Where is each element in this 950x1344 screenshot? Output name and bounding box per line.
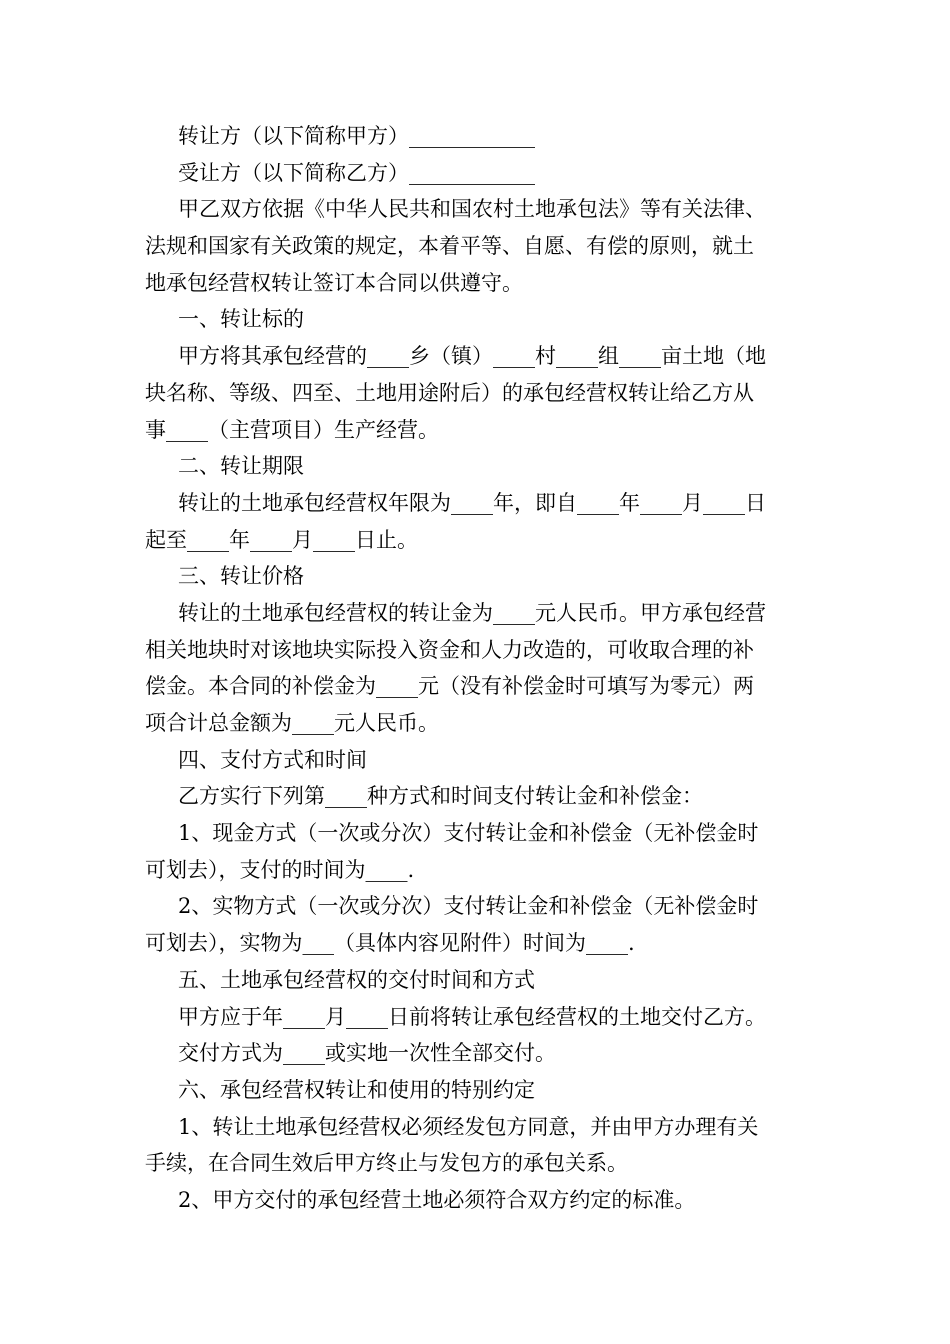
- text-line: 甲方应于年____月____日前将转让承包经营权的土地交付乙方。: [178, 1004, 766, 1029]
- text-line: 受让方（以下简称乙方）____________: [178, 160, 535, 185]
- text-line: 相关地块时对该地块实际投入资金和人力改造的，可收取合理的补: [145, 637, 754, 662]
- text-line: 转让的土地承包经营权年限为____年，即自____年____月____日: [178, 490, 766, 515]
- text-line: 五、土地承包经营权的交付时间和方式: [178, 967, 535, 992]
- text-line: 四、支付方式和时间: [178, 747, 367, 772]
- contract-body: [145, 118, 810, 1219]
- text-line: 起至____年____月____日止。: [145, 527, 418, 552]
- text-line: 偿金。本合同的补偿金为____元（没有补偿金时可填写为零元）两: [145, 674, 754, 699]
- text-line: 二、转让期限: [178, 454, 304, 479]
- text-line: 三、转让价格: [178, 564, 304, 589]
- text-line: 2、实物方式（一次或分次）支付转让金和补偿金（无补偿金时: [178, 894, 759, 919]
- text-line: 可划去），实物为___（具体内容见附件）时间为____.: [145, 931, 635, 956]
- text-line: 地承包经营权转让签订本合同以供遵守。: [145, 270, 523, 295]
- text-line: 甲乙双方依据《中华人民共和国农村土地承包法》等有关法律、: [178, 197, 766, 222]
- text-line: 一、转让标的: [178, 307, 304, 332]
- text-line: 六、承包经营权转让和使用的特别约定: [178, 1077, 535, 1102]
- text-line: 1、现金方式（一次或分次）支付转让金和补偿金（无补偿金时: [178, 821, 759, 846]
- text-line: 可划去），支付的时间为____.: [145, 857, 415, 882]
- text-line: 转让方（以下简称甲方）____________: [178, 124, 535, 148]
- text-line: 项合计总金额为____元人民币。: [145, 711, 439, 735]
- text-line: 2、甲方交付的承包经营土地必须符合双方约定的标准。: [178, 1187, 696, 1212]
- text-line: 甲方将其承包经营的____乡（镇）____村____组____亩土地（地: [178, 344, 766, 369]
- text-line: 转让的土地承包经营权的转让金为____元人民币。甲方承包经营: [178, 600, 766, 625]
- text-line: 1、转让土地承包经营权必须经发包方同意，并由甲方办理有关: [178, 1114, 759, 1139]
- text-line: 乙方实行下列第____种方式和时间支付转让金和补偿金：: [178, 784, 703, 809]
- text-line: 块名称、等级、四至、土地用途附后）的承包经营权转让给乙方从: [145, 380, 754, 405]
- text-line: 交付方式为____或实地一次性全部交付。: [178, 1041, 556, 1066]
- text-line: 法规和国家有关政策的规定，本着平等、自愿、有偿的原则，就土: [145, 234, 754, 259]
- text-line: 手续，在合同生效后甲方终止与发包方的承包关系。: [145, 1151, 628, 1176]
- text-line: 事____（主营项目）生产经营。: [145, 417, 439, 442]
